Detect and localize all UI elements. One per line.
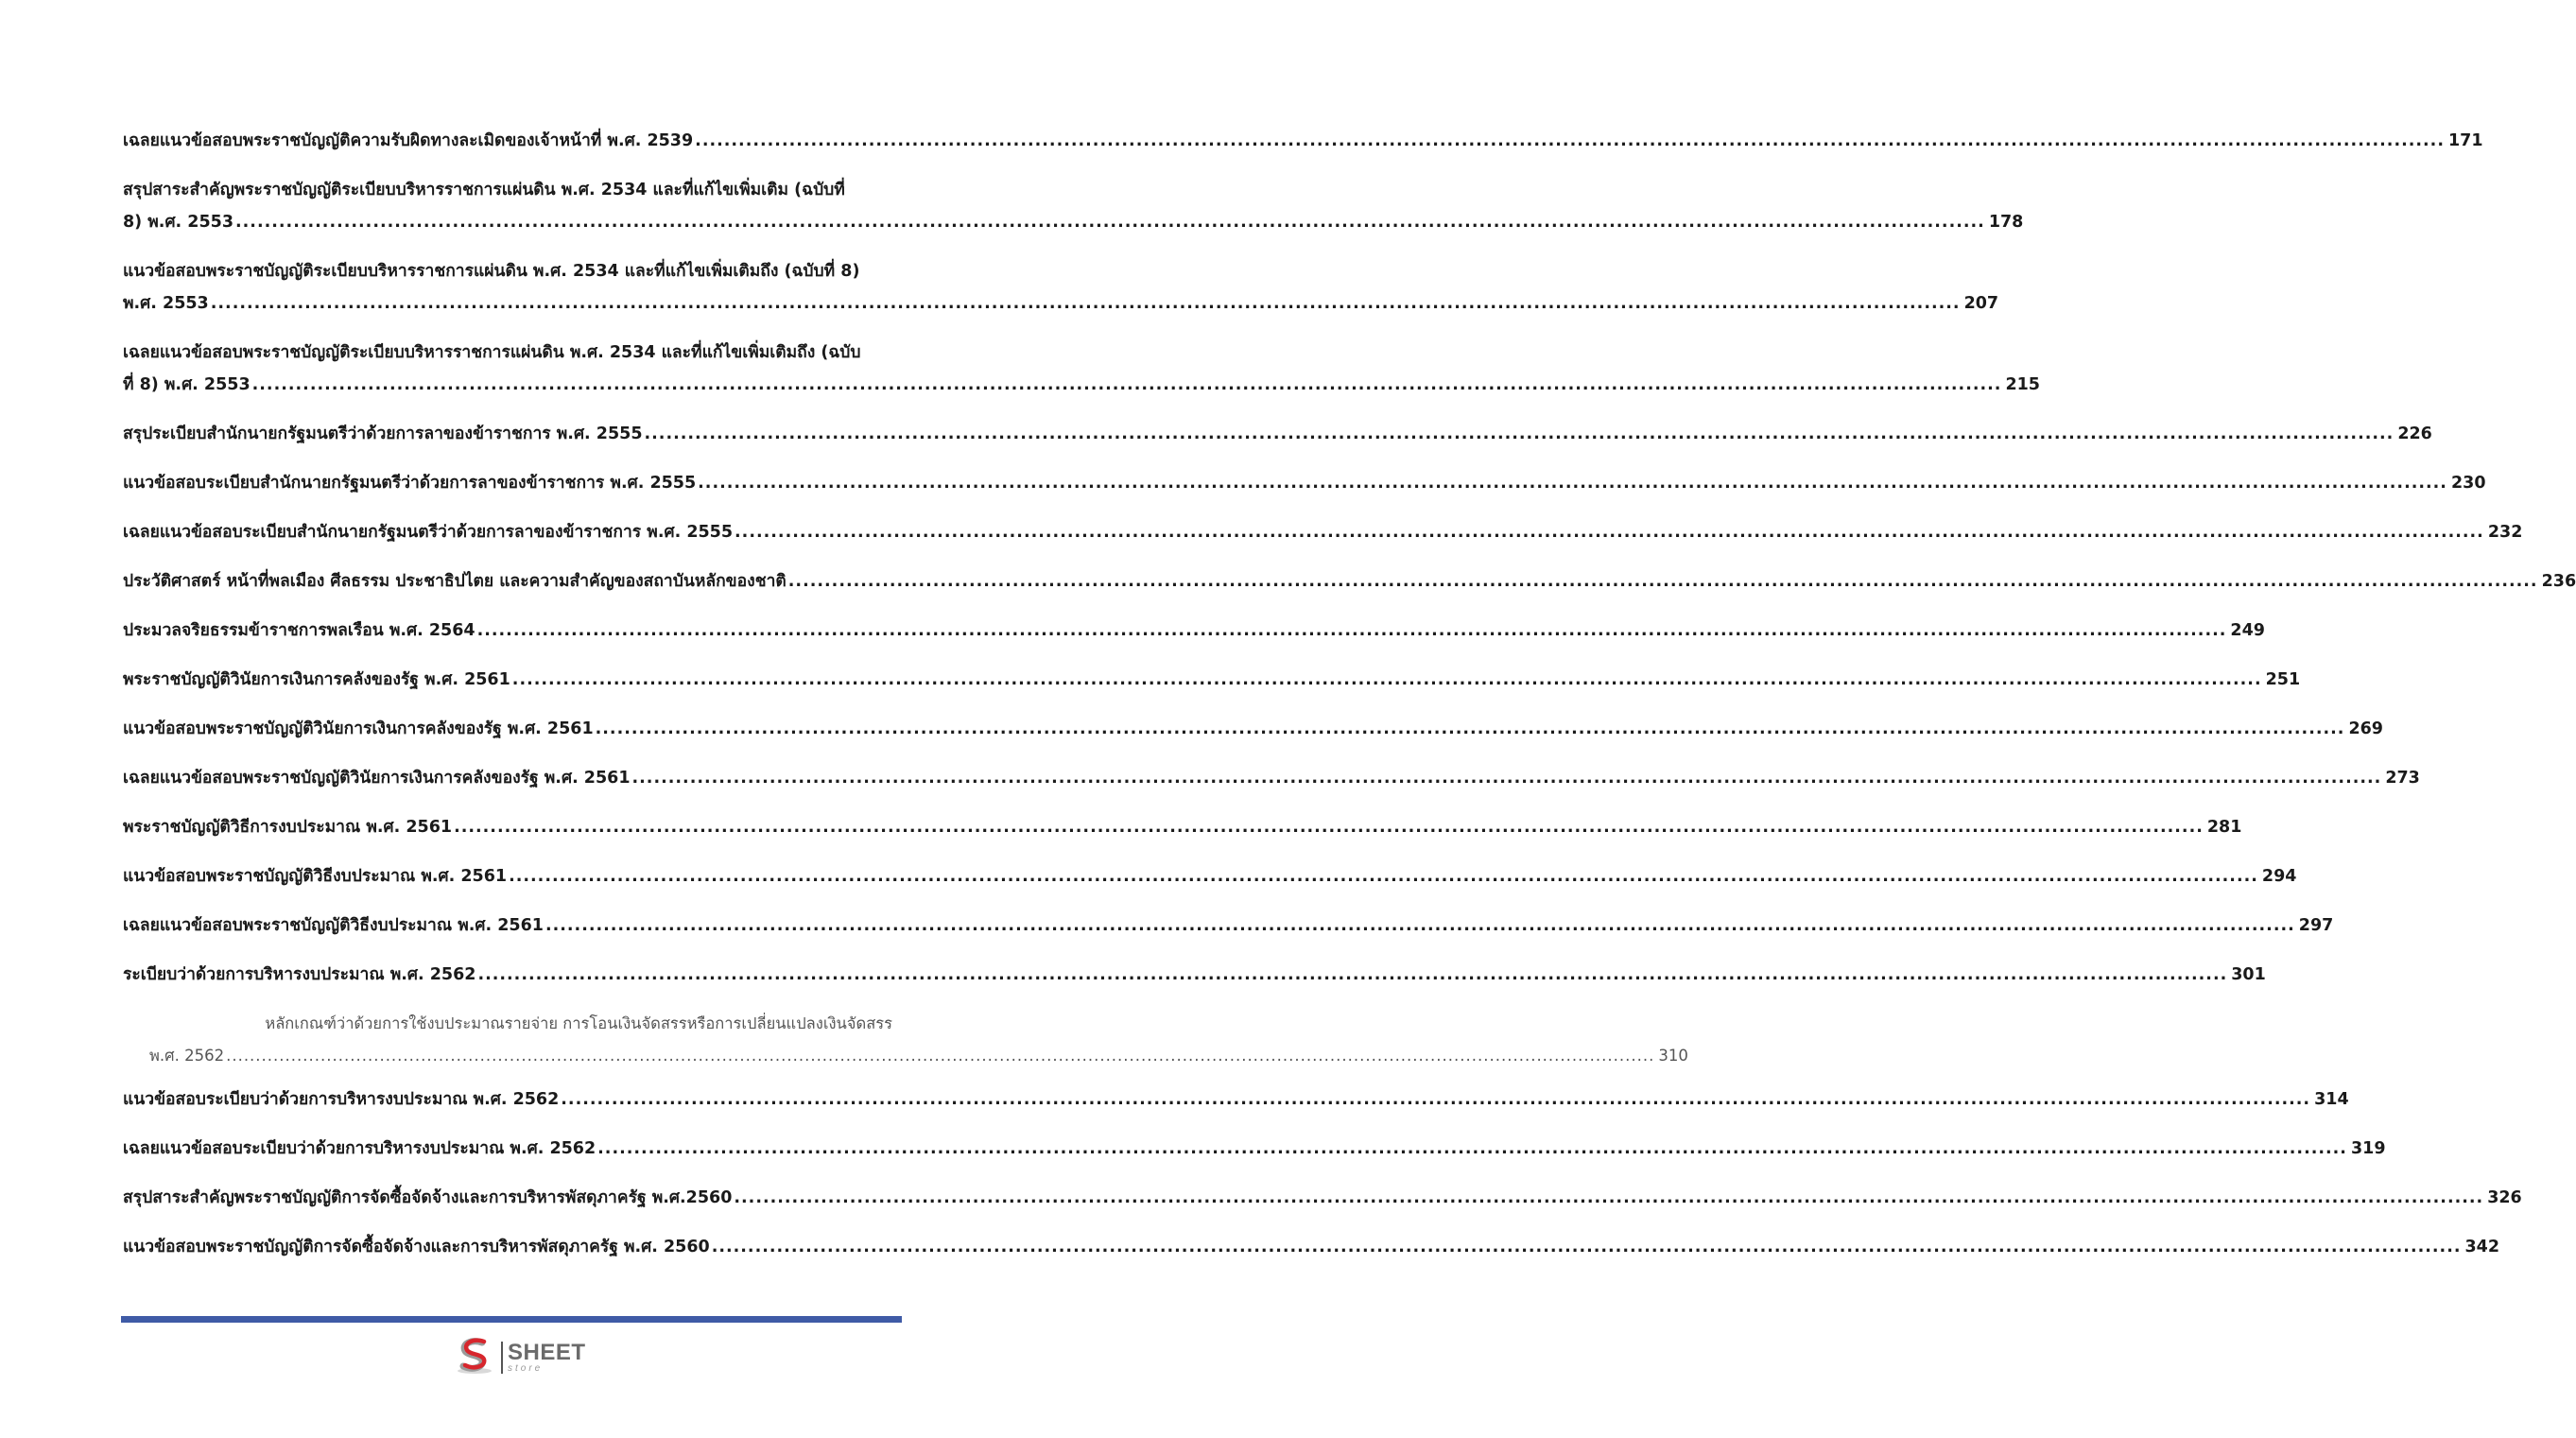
- toc-entry[interactable]: [123, 337, 2040, 401]
- toc-entry[interactable]: [123, 418, 2432, 450]
- toc-page-number: 319: [2350, 1139, 2386, 1158]
- toc-entry[interactable]: [123, 713, 2383, 745]
- toc-entry[interactable]: [123, 565, 2576, 598]
- toc-entry-title-line: เฉลยแนวข้อสอบพระราชบัญญัติระเบียบบริหารราชการแผ่นดิน พ.ศ. 2534 และที่แก้ไขเพิ่มเติมถึง (ฉบับ: [123, 343, 861, 362]
- toc-entry-title: แนวข้อสอบระเบียบสำนักนายกรัฐมนตรีว่าด้วยการลาของข้าราชการ พ.ศ. 2555: [123, 474, 697, 493]
- toc-entry-title: พ.ศ. 2553: [123, 294, 209, 313]
- dot-leader: [645, 418, 2394, 450]
- toc-entry-title: เฉลยแนวข้อสอบพระราชบัญญัติวิธีงบประมาณ พ.ศ. 2561: [123, 916, 544, 935]
- toc-entry-title-line: สรุปสาระสำคัญพระราชบัญญัติระเบียบบริหารราชการแผ่นดิน พ.ศ. 2534 และที่แก้ไขเพิ่มเติม (ฉบับที่: [123, 181, 845, 199]
- toc-entry-title: ระเบียบว่าด้วยการบริหารงบประมาณ พ.ศ. 2562: [123, 965, 476, 984]
- dot-leader: [252, 369, 2002, 401]
- dot-leader: [545, 910, 2295, 942]
- toc-entry-title: เฉลยแนวข้อสอบพระราชบัญญัติความรับผิดทางละเมิดของเจ้าหน้าที่ พ.ศ. 2539: [123, 131, 694, 150]
- toc-entry[interactable]: [123, 174, 2024, 238]
- dot-leader: [734, 1182, 2483, 1214]
- toc-entry-title-line: แนวข้อสอบพระราชบัญญัติระเบียบบริหารราชการแผ่นดิน พ.ศ. 2534 และที่แก้ไขเพิ่มเติมถึง (ฉบับที่ 8): [123, 262, 860, 281]
- toc-entry[interactable]: [123, 255, 1999, 320]
- toc-page-number: 236: [2541, 572, 2576, 591]
- toc-entry[interactable]: [123, 1133, 2386, 1165]
- dot-leader: [477, 615, 2227, 647]
- toc-entry-title: ประวัติศาสตร์ หน้าที่พลเมือง ศีลธรรม ประชาธิปไตย และความสำคัญของสถาบันหลักของชาติ: [123, 572, 787, 591]
- toc-page-number: 207: [1963, 294, 1999, 313]
- dot-leader: [695, 125, 2445, 157]
- toc-entry-title: พ.ศ. 2562: [149, 1047, 225, 1065]
- toc-entry-title: แนวข้อสอบพระราชบัญญัติการจัดซื้อจัดจ้างและการบริหารพัสดุภาครัฐ พ.ศ. 2560: [123, 1238, 710, 1256]
- dot-leader: [211, 287, 1961, 320]
- dot-leader: [735, 516, 2484, 548]
- dot-leader: [454, 811, 2204, 843]
- dot-leader: [509, 860, 2258, 892]
- toc-entry-title: แนวข้อสอบพระราชบัญญัติวิธีงบประมาณ พ.ศ. 2561: [123, 867, 508, 886]
- logo-subword: store: [508, 1363, 544, 1374]
- toc-page-number: 314: [2314, 1090, 2349, 1109]
- toc-page-number: 269: [2348, 719, 2383, 738]
- toc-page-number: 171: [2447, 131, 2483, 150]
- sheet-store-s-logo-icon: [454, 1337, 495, 1378]
- toc-entry-title: พระราชบัญญัติวิธีการงบประมาณ พ.ศ. 2561: [123, 818, 453, 837]
- footer-divider: [121, 1316, 902, 1323]
- toc-page-number: 301: [2231, 965, 2266, 984]
- toc-entry[interactable]: [123, 1182, 2522, 1214]
- toc-page-number: 230: [2450, 474, 2486, 493]
- toc-page-number: 326: [2487, 1188, 2522, 1207]
- sheet-store-logo: [454, 1337, 586, 1378]
- toc-entry[interactable]: [123, 125, 2483, 157]
- toc-page-number: 215: [2005, 375, 2040, 394]
- toc-page-number: 273: [2385, 769, 2420, 788]
- toc-page-number: 294: [2261, 867, 2297, 886]
- toc-page-number: 232: [2487, 523, 2523, 542]
- toc-page-number: 226: [2397, 424, 2432, 443]
- logo-wordmark: [501, 1342, 586, 1374]
- toc-page-number: 178: [1988, 213, 2024, 232]
- toc-entry[interactable]: [123, 467, 2486, 499]
- toc-entry[interactable]: [123, 811, 2242, 843]
- logo-word: SHEET: [508, 1340, 586, 1365]
- toc-page-number: 251: [2265, 670, 2301, 689]
- toc-page-number: 342: [2464, 1238, 2500, 1256]
- dot-leader: [235, 206, 1985, 238]
- dot-leader: [596, 713, 2345, 745]
- toc-entry[interactable]: [123, 1008, 1688, 1072]
- table-of-contents: [123, 125, 2576, 1280]
- toc-entry[interactable]: [123, 615, 2265, 647]
- toc-entry-title: สรุปสาระสำคัญพระราชบัญญัติการจัดซื้อจัดจ้างและการบริหารพัสดุภาครัฐ พ.ศ.2560: [123, 1188, 733, 1207]
- toc-entry[interactable]: [123, 910, 2334, 942]
- toc-entry-title: ประมวลจริยธรรมข้าราชการพลเรือน พ.ศ. 2564: [123, 621, 475, 640]
- dot-leader: [788, 565, 2538, 598]
- toc-page-number: 310: [1658, 1047, 1688, 1065]
- toc-entry[interactable]: [123, 959, 2266, 991]
- toc-entry[interactable]: [123, 1231, 2500, 1263]
- toc-entry-title: แนวข้อสอบระเบียบว่าด้วยการบริหารงบประมาณ พ.ศ. 2562: [123, 1090, 560, 1109]
- dot-leader: [561, 1083, 2310, 1116]
- toc-entry[interactable]: [123, 664, 2301, 696]
- toc-page-number: 249: [2230, 621, 2265, 640]
- toc-entry-title: สรุประเบียบสำนักนายกรัฐมนตรีว่าด้วยการลาของข้าราชการ พ.ศ. 2555: [123, 424, 643, 443]
- dot-leader: [597, 1133, 2347, 1165]
- dot-leader: [712, 1231, 2462, 1263]
- dot-leader: [512, 664, 2262, 696]
- toc-entry[interactable]: [123, 762, 2420, 794]
- dot-leader: [226, 1040, 1654, 1072]
- toc-entry-title: เฉลยแนวข้อสอบระเบียบสำนักนายกรัฐมนตรีว่าด้วยการลาของข้าราชการ พ.ศ. 2555: [123, 523, 734, 542]
- toc-entry-title: ที่ 8) พ.ศ. 2553: [123, 375, 251, 394]
- toc-entry-title: เฉลยแนวข้อสอบพระราชบัญญัติวินัยการเงินการคลังของรัฐ พ.ศ. 2561: [123, 769, 631, 788]
- toc-entry-title: พระราชบัญญัติวินัยการเงินการคลังของรัฐ พ.ศ. 2561: [123, 670, 510, 689]
- toc-entry[interactable]: [123, 1083, 2349, 1116]
- toc-entry-title-line: หลักเกณฑ์ว่าด้วยการใช้งบประมาณรายจ่าย การโอนเงินจัดสรรหรือการเปลี่ยนแปลงเงินจัดสรร: [265, 1014, 892, 1032]
- toc-entry-title: 8) พ.ศ. 2553: [123, 213, 234, 232]
- dot-leader: [477, 959, 2227, 991]
- dot-leader: [632, 762, 2382, 794]
- toc-page-number: 297: [2298, 916, 2334, 935]
- toc-entry-title: เฉลยแนวข้อสอบระเบียบว่าด้วยการบริหารงบประมาณ พ.ศ. 2562: [123, 1139, 596, 1158]
- dot-leader: [698, 467, 2447, 499]
- toc-entry[interactable]: [123, 860, 2297, 892]
- toc-entry-title: แนวข้อสอบพระราชบัญญัติวินัยการเงินการคลังของรัฐ พ.ศ. 2561: [123, 719, 594, 738]
- toc-page-number: 281: [2206, 818, 2242, 837]
- toc-entry[interactable]: [123, 516, 2523, 548]
